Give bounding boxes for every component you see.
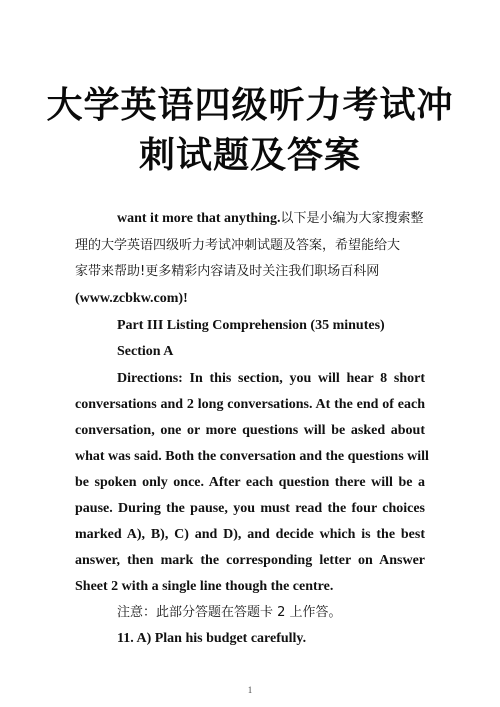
directions-line-5: be spoken only once. After each question there will be a <box>75 475 425 490</box>
directions-line-1: Directions: In this section, you will hear 8 short <box>117 371 425 386</box>
page-number: 1 <box>247 685 253 695</box>
part-heading: Part III Listing Comprehension (35 minutes) <box>117 318 385 333</box>
document-title-line-2: 刺试题及答案 <box>138 134 361 176</box>
directions-line-9: Sheet 2 with a single line though the centre. <box>75 579 334 594</box>
directions-line-2: conversations and 2 long conversations. At the end of each <box>75 397 425 412</box>
directions-line-4: what was said. Both the conversation and the questions will <box>75 449 429 464</box>
directions-line-7: marked A), B), C) and D), and decide which is the best <box>75 527 425 542</box>
intro-line-1 <box>75 209 425 229</box>
document-title-line-1: 大学英语四级听力考试冲 <box>46 84 454 126</box>
directions-line-6: pause. During the pause, you must read the four choices <box>75 501 425 516</box>
intro-chinese-fragment: 以下是小编为大家搜索整 <box>280 211 424 226</box>
section-heading: Section A <box>117 344 174 359</box>
intro-line-4: (www.zcbkw.com)! <box>75 291 188 306</box>
intro-english-fragment: want it more that anything. <box>117 211 281 226</box>
intro-line-3: 家带来帮助!更多精彩内容请及时关注我们职场百科网 <box>75 264 380 279</box>
question-11-option-a: 11. A) Plan his budget carefully. <box>117 631 307 646</box>
answer-sheet-note: 注意：此部分答题在答题卡 2 上作答。 <box>117 605 342 620</box>
directions-line-8: answer, then mark the corresponding letter on Answer <box>75 553 425 568</box>
directions-line-3: conversation, one or more questions will be asked about <box>75 423 425 438</box>
intro-line-2: 理的大学英语四级听力考试冲刺试题及答案，希望能给大 <box>75 238 401 253</box>
